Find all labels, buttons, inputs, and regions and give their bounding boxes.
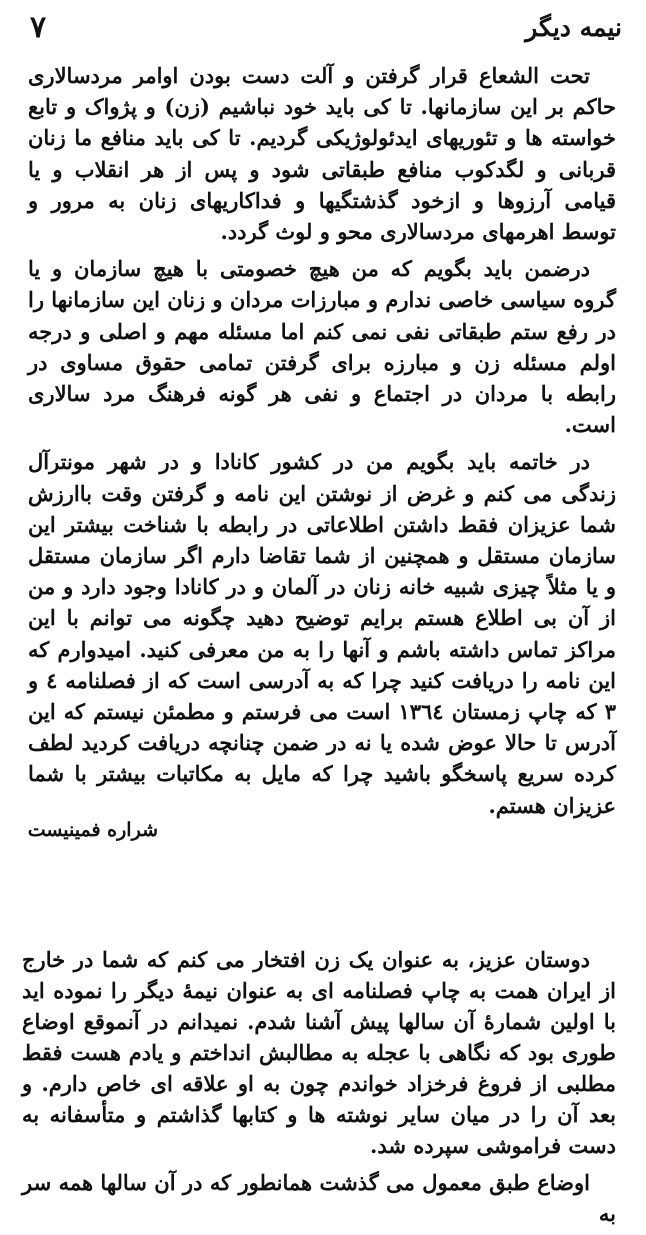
letter-one-signature: شراره فمینیست bbox=[27, 819, 158, 841]
page-number: ۷ bbox=[30, 10, 47, 45]
letter-one-body bbox=[28, 60, 616, 827]
letter-two-paragraph: اوضاع طبق معمول می گذشت همانطور که در آن سالها همه سر به bbox=[22, 1170, 616, 1226]
page-header bbox=[30, 10, 622, 46]
letter-one-paragraph: درضمن باید بگویم که من هیچ خصومتی با هیچ سازمان و یا گروه سیاسی خاصی ندارم و مبارزات مردان و زنان این سازمانها را در رفع ستم طبقاتی نفی نمی کنم اما مسئله مهم و اصلی و درجه اولم مسئله زن و مبارزه برای گرفتن تمامی حقوق مساوی در رابطه با مردان در اجتماع و نفی هر گونه فرهنگ مرد سالاری است. bbox=[28, 256, 616, 438]
letter-one-paragraph: تحت الشعاع قرار گرفتن و آلت دست بودن اوامر مردسالاری حاکم بر این سازمانها. تا کی باید خود نباشیم (زن) و پژواک و تابع خواسته ها و تئوریهای ایدئولوژیکی گردیم. تا کی باید منافع ما زنان قربانی و لگدکوب منافع طبقاتی شود و پس از هر انقلاب و یا قیامی آرزوها و ازخود گذشتگیها و فداکاریهای زنان به مرور و توسط اهرمهای مردسالاری محو و لوث گردد. bbox=[28, 63, 616, 245]
letter-two-paragraph: دوستان عزیز، به عنوان یک زن افتخار می کنم که شما در خارج از ایران همت به چاپ فصلنامه ای به عنوان نیمهٔ دیگر را نموده اید با اولین شمارهٔ آن سالها پیش آشنا شدم. نمیدانم در آنموقع اوضاع طوری بود که نگاهی با عجله به مطالبش انداختم و یادم هست فقط مطلبی از فروغ فرخزاد خواندم چون به او علاقه ای خاص دارم. و بعد آن را در میان سایر نوشته ها و کتابها گذاشتم و متأسفانه به دست فراموشی سپرده شد. bbox=[22, 947, 616, 1158]
letter-two-body bbox=[22, 944, 616, 1235]
letter-one-paragraph: در خاتمه باید بگویم من در کشور کانادا و در شهر مونترآل زندگی می کنم و غرض از نوشتن این نامه و گرفتن وقت باارزش شما عزیزان فقط داشتن اطلاعاتی در رابطه با شناخت بیشتر این سازمان مستقل و همچنین از شما تقاضا دارم اگر سازمان مستقل و یا مثلاً چیزی شبیه خانه زنان در آلمان و در کانادا وجود دارد و من از آن بی اطلاع هستم برایم توضیح دهید چگونه می توانم با این مراکز تماس داشته باشم و آنها را به من معرفی کنید. امیدوارم که این نامه را دریافت کنید چرا که به آدرسی است که از فصلنامه ٤ و ۳ که چاپ زمستان ۱۳٦٤ است می فرستم و مطمئن نیستم که این آدرس تا حالا عوض شده یا نه در ضمن چنانچه دریافت کردید لطف کرده سریع پاسخگو باشید چرا که مایل به مکاتبات بیشتر با شما عزیزان هستم. bbox=[28, 449, 616, 818]
running-title: نیمه دیگر bbox=[525, 13, 622, 42]
